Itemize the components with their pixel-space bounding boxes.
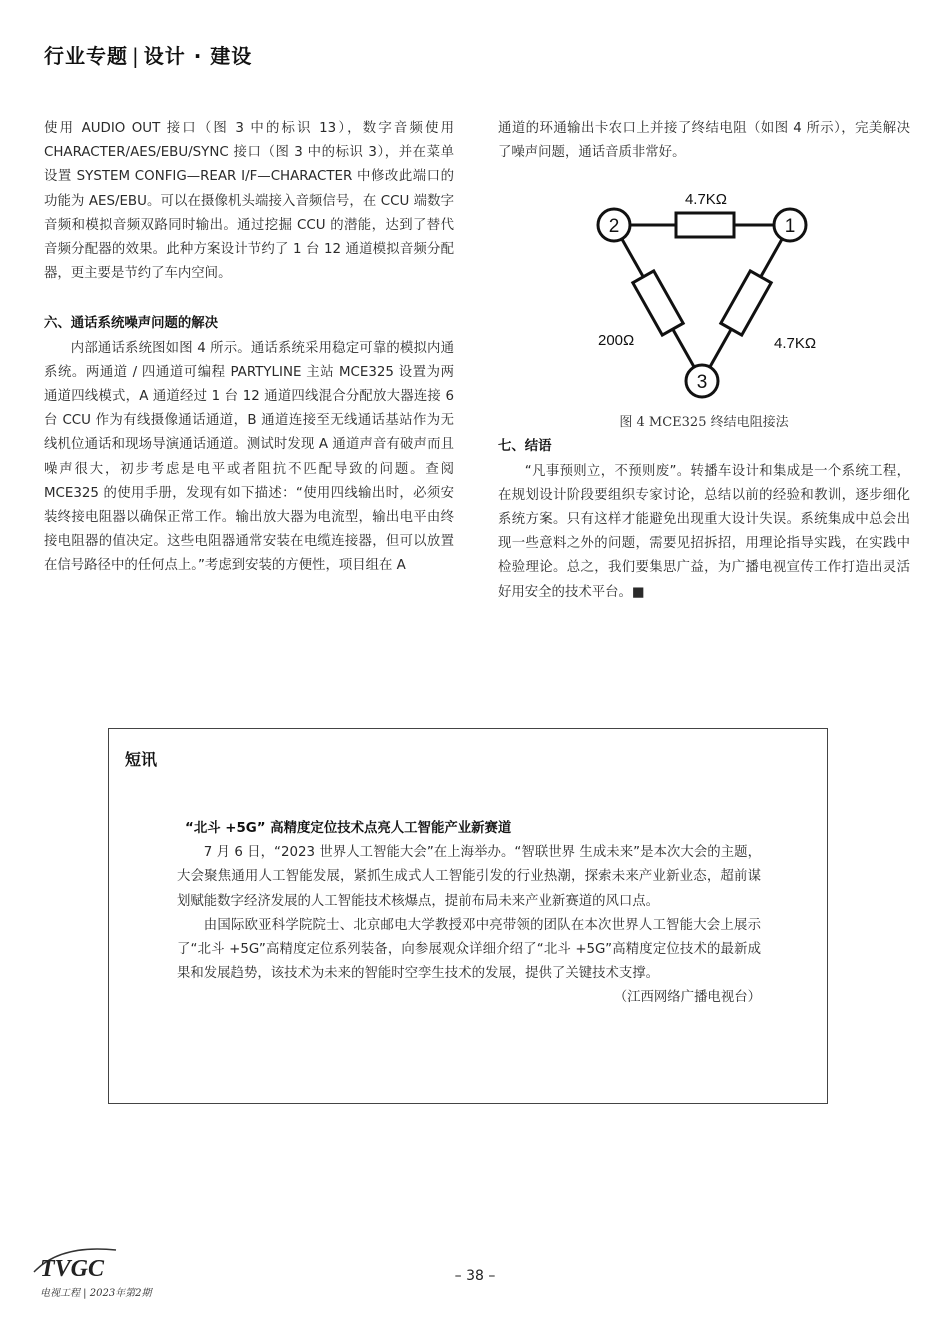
news-paragraph-2: 由国际欧亚科学院院士、北京邮电大学教授邓中亮带领的团队在本次世界人工智能大会上展示了“北斗 +5G”高精度定位系列装备，向参展观众详细介绍了“北斗 +5G”高精度定位技术的最新成果和发展趋势，该技术为未来的智能时空孪生技术的发展，提供了关键技术支撑。 xyxy=(177,917,761,982)
left-paragraph-2: 内部通话系统图如图 4 所示。通话系统采用稳定可靠的模拟内通系统。两通道 / 四通道可编程 PARTYLINE 主站 MCE325 设置为两通道四线模式，A 通道经过 1 台 12 通道四线混合分配放大器连接 6 台 CCU 作为有线摄像通话通道，B 通道连接至无线通话基站作为无线机位通话和现场导演通话通道。测试时发现 A 通道声音有破声而且噪声很大，初步考虑是电平或者阻抗不匹配导致的问题。查阅 MCE325 的使用手册，发现有如下描述：“使用四线输出时，必须安装终接电阻器以确保正常工作。输出放大器为电流型，输出电平由终接电阻器的值决定。这些电阻器通常安装在电缆连接器，但可以放置在信号路径中的任何点上。”考虑到安装的方便性，项目组在 A xyxy=(44,340,454,574)
right-resistor-label: 4.7KΩ xyxy=(774,335,817,353)
news-source: （江西网络广播电视台） xyxy=(613,990,761,1006)
resistor-triangle-diagram xyxy=(498,171,910,411)
right-paragraph-1: 通道的环通输出卡农口上并接了终结电阻（如图 4 所示），完美解决了噪声问题，通话音质非常好。 xyxy=(498,121,910,161)
figure-caption: 图 4 MCE325 终结电阻接法 xyxy=(619,415,789,431)
news-box xyxy=(108,728,828,1104)
header-category: 行业专题 xyxy=(44,44,128,68)
section-7-title: 七、结语 xyxy=(498,439,552,455)
node-1-label: 1 xyxy=(784,216,796,238)
figure-4 xyxy=(498,171,910,431)
news-title: “北斗 +5G” 高精度定位技术点亮人工智能产业新赛道 xyxy=(185,821,512,836)
right-column xyxy=(498,117,910,605)
header-separator: | xyxy=(132,44,140,68)
right-paragraph-2: “凡事预则立，不预则废”。转播车设计和集成是一个系统工程，在规划设计阶段要组织专家讨论，总结以前的经验和教训，逐步细化系统方案。只有这样才能避免出现重大设计失误。系统集成中总会出现一些意料之外的问题，需要见招拆招，用理论指导实践，在实践中检验理论。总之，我们要集思广益，为广播电视宣传工作打造出灵活好用安全的技术平台。■ xyxy=(498,463,910,600)
resistor-top xyxy=(676,213,734,237)
page-number: – 38 – xyxy=(454,1268,496,1284)
logo-text: TVGC xyxy=(40,1256,105,1282)
node-3-label: 3 xyxy=(696,372,708,394)
section-6-title: 六、通话系统噪声问题的解决 xyxy=(44,316,219,332)
page-header xyxy=(44,40,252,69)
node-2-label: 2 xyxy=(608,216,620,238)
resistor-left xyxy=(633,271,683,335)
news-box-label: 短讯 xyxy=(125,750,158,769)
header-subcategory: 设计 · 建设 xyxy=(143,44,253,68)
news-content xyxy=(177,817,761,1011)
left-column xyxy=(44,117,454,579)
top-resistor-label: 4.7KΩ xyxy=(684,191,728,209)
left-paragraph-1: 使用 AUDIO OUT 接口（图 3 中的标识 13），数字音频使用 CHARACTER/AES/EBU/SYNC 接口（图 3 中的标识 3），并在菜单设置 SYSTEM CONFIG—REAR I/F—CHARACTER 中修改此端口的功能为 AES/EBU。可以在摄像机头端接入音频信号，在 CCU 端数字音频和模拟音频双路同时输出。通过挖掘 CCU 的潜能，达到了替代音频分配器的效果。此种方案设计节约了 1 台 12 通道模拟音频分配器，更主要是节约了车内空间。 xyxy=(44,121,454,282)
journal-footer: 电视工程 | 2023年第2期 xyxy=(40,1288,152,1299)
left-resistor-label: 200Ω xyxy=(598,332,635,350)
news-paragraph-1: 7 月 6 日，“2023 世界人工智能大会”在上海举办。“智联世界 生成未来”是本次大会的主题，大会聚焦通用人工智能发展，紧抓生成式人工智能引发的行业热潮，探索未来产业新业态，超前谋划赋能数字经济发展的人工智能技术核爆点，提前布局未来产业新赛道的风口点。 xyxy=(177,845,761,909)
resistor-right xyxy=(721,271,771,335)
